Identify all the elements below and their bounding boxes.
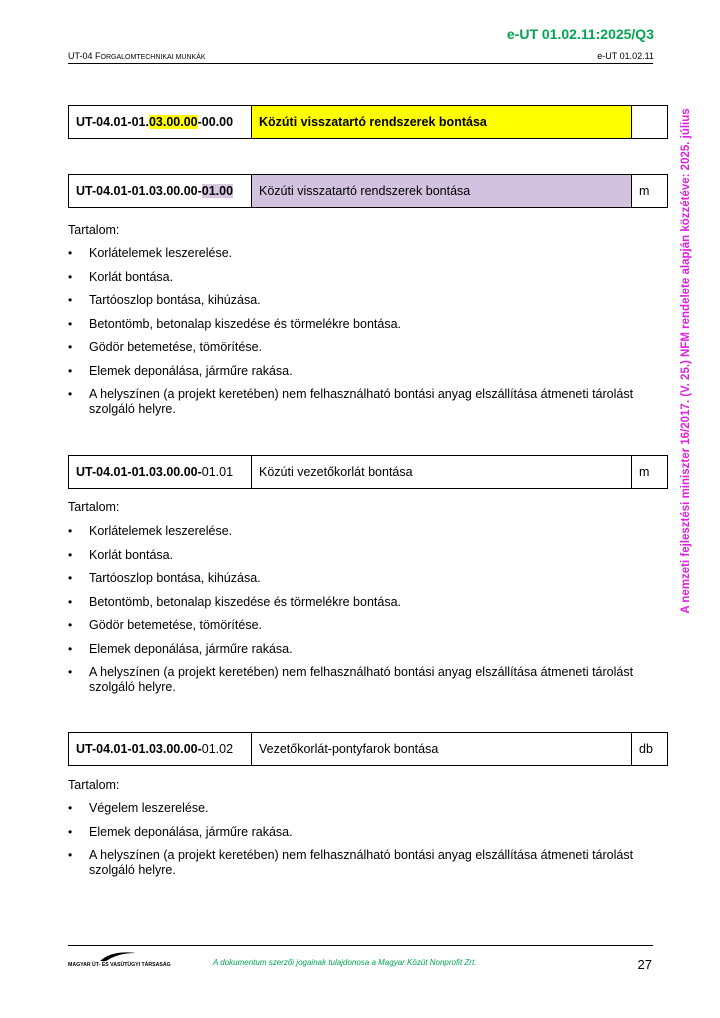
document-code: e-UT 01.02.11:2025/Q3 <box>506 26 654 42</box>
section-prefix: UT-04 F <box>68 51 101 61</box>
item-header-table <box>68 455 668 489</box>
item-unit: m <box>632 175 668 208</box>
header-divider <box>68 63 653 64</box>
list-item: • Tartóoszlop bontása, kihúzása. <box>68 293 638 308</box>
item-code <box>69 175 252 208</box>
list-item: • Elemek deponálása, járműre rakása. <box>68 364 638 379</box>
item-code <box>69 106 252 139</box>
side-note-text: A nemzeti fejlesztési miniszter 16/2017. (V. 25.) NFM rendelete alapján közzétéve: 2025. július <box>680 108 692 614</box>
copyright-note: A dokumentum szerzői jogainak tulajdonosa a Magyar Közút Nonprofit Zrt. <box>213 958 477 967</box>
item-title: Vezetőkorlát-pontyfarok bontása <box>252 733 632 766</box>
content-label: Tartalom: <box>68 500 120 514</box>
item-header-table <box>68 105 668 139</box>
list-item: • Gödör betemetése, tömörítése. <box>68 340 638 355</box>
code-prefix: UT-04.01-01. <box>76 115 149 129</box>
list-item: • Betontömb, betonalap kiszedése és törmelékre bontása. <box>68 317 638 332</box>
code-suffix: 01.01 <box>201 465 234 479</box>
content-list <box>68 801 638 887</box>
item-header-table <box>68 732 668 766</box>
list-item: • Tartóoszlop bontása, kihúzása. <box>68 571 638 586</box>
list-item: • Korlát bontása. <box>68 270 638 285</box>
content-label: Tartalom: <box>68 778 120 792</box>
content-list <box>68 524 638 704</box>
list-item: • Végelem leszerelése. <box>68 801 638 816</box>
item-title: Közúti vezetőkorlát bontása <box>252 456 632 489</box>
list-item: • A helyszínen (a projekt keretében) nem felhasználható bontási anyag elszállítása átmeneti tárolást szolgáló helyre. <box>68 665 638 695</box>
side-note <box>676 96 696 626</box>
code-suffix: -00.00 <box>197 115 234 129</box>
item-unit: m <box>632 456 668 489</box>
page-number: 27 <box>637 957 652 972</box>
content-label: Tartalom: <box>68 223 120 237</box>
code-prefix: UT-04.01-01.03.00.00- <box>76 742 202 756</box>
item-unit <box>632 106 668 139</box>
content-list <box>68 246 638 426</box>
code-highlight: 03.00.00 <box>148 115 198 129</box>
item-title: Közúti visszatartó rendszerek bontása <box>252 175 632 208</box>
header-right-code: e-UT 01.02.11 <box>597 51 654 61</box>
company-logo <box>68 950 171 972</box>
list-item: • A helyszínen (a projekt keretében) nem felhasználható bontási anyag elszállítása átmeneti tárolást szolgáló helyre. <box>68 387 638 417</box>
code-prefix: UT-04.01-01.03.00.00- <box>76 465 202 479</box>
code-suffix: 01.02 <box>201 742 234 756</box>
item-code <box>69 456 252 489</box>
code-prefix: UT-04.01-01.03.00.00- <box>76 184 202 198</box>
list-item: • A helyszínen (a projekt keretében) nem felhasználható bontási anyag elszállítása átmeneti tárolást szolgáló helyre. <box>68 848 638 878</box>
list-item: • Elemek deponálása, járműre rakása. <box>68 642 638 657</box>
list-item: • Korlátelemek leszerelése. <box>68 246 638 261</box>
list-item: • Korlátelemek leszerelése. <box>68 524 638 539</box>
item-title: Közúti visszatartó rendszerek bontása <box>252 106 632 139</box>
code-highlight: 01.00 <box>201 184 234 198</box>
list-item: • Betontömb, betonalap kiszedése és törmelékre bontása. <box>68 595 638 610</box>
footer-divider <box>68 945 653 946</box>
item-unit: db <box>632 733 668 766</box>
logo-swoosh-icon <box>98 950 138 962</box>
section-name: ORGALOMTECHNIKAI MUNKÁK <box>100 54 206 61</box>
item-header-table <box>68 174 668 208</box>
logo-text: MAGYAR ÚT- ÉS VASÚTÜGYI TÁRSASÁG <box>68 962 171 968</box>
section-header <box>68 51 206 61</box>
item-code <box>69 733 252 766</box>
list-item: • Gödör betemetése, tömörítése. <box>68 618 638 633</box>
list-item: • Elemek deponálása, járműre rakása. <box>68 825 638 840</box>
list-item: • Korlát bontása. <box>68 548 638 563</box>
